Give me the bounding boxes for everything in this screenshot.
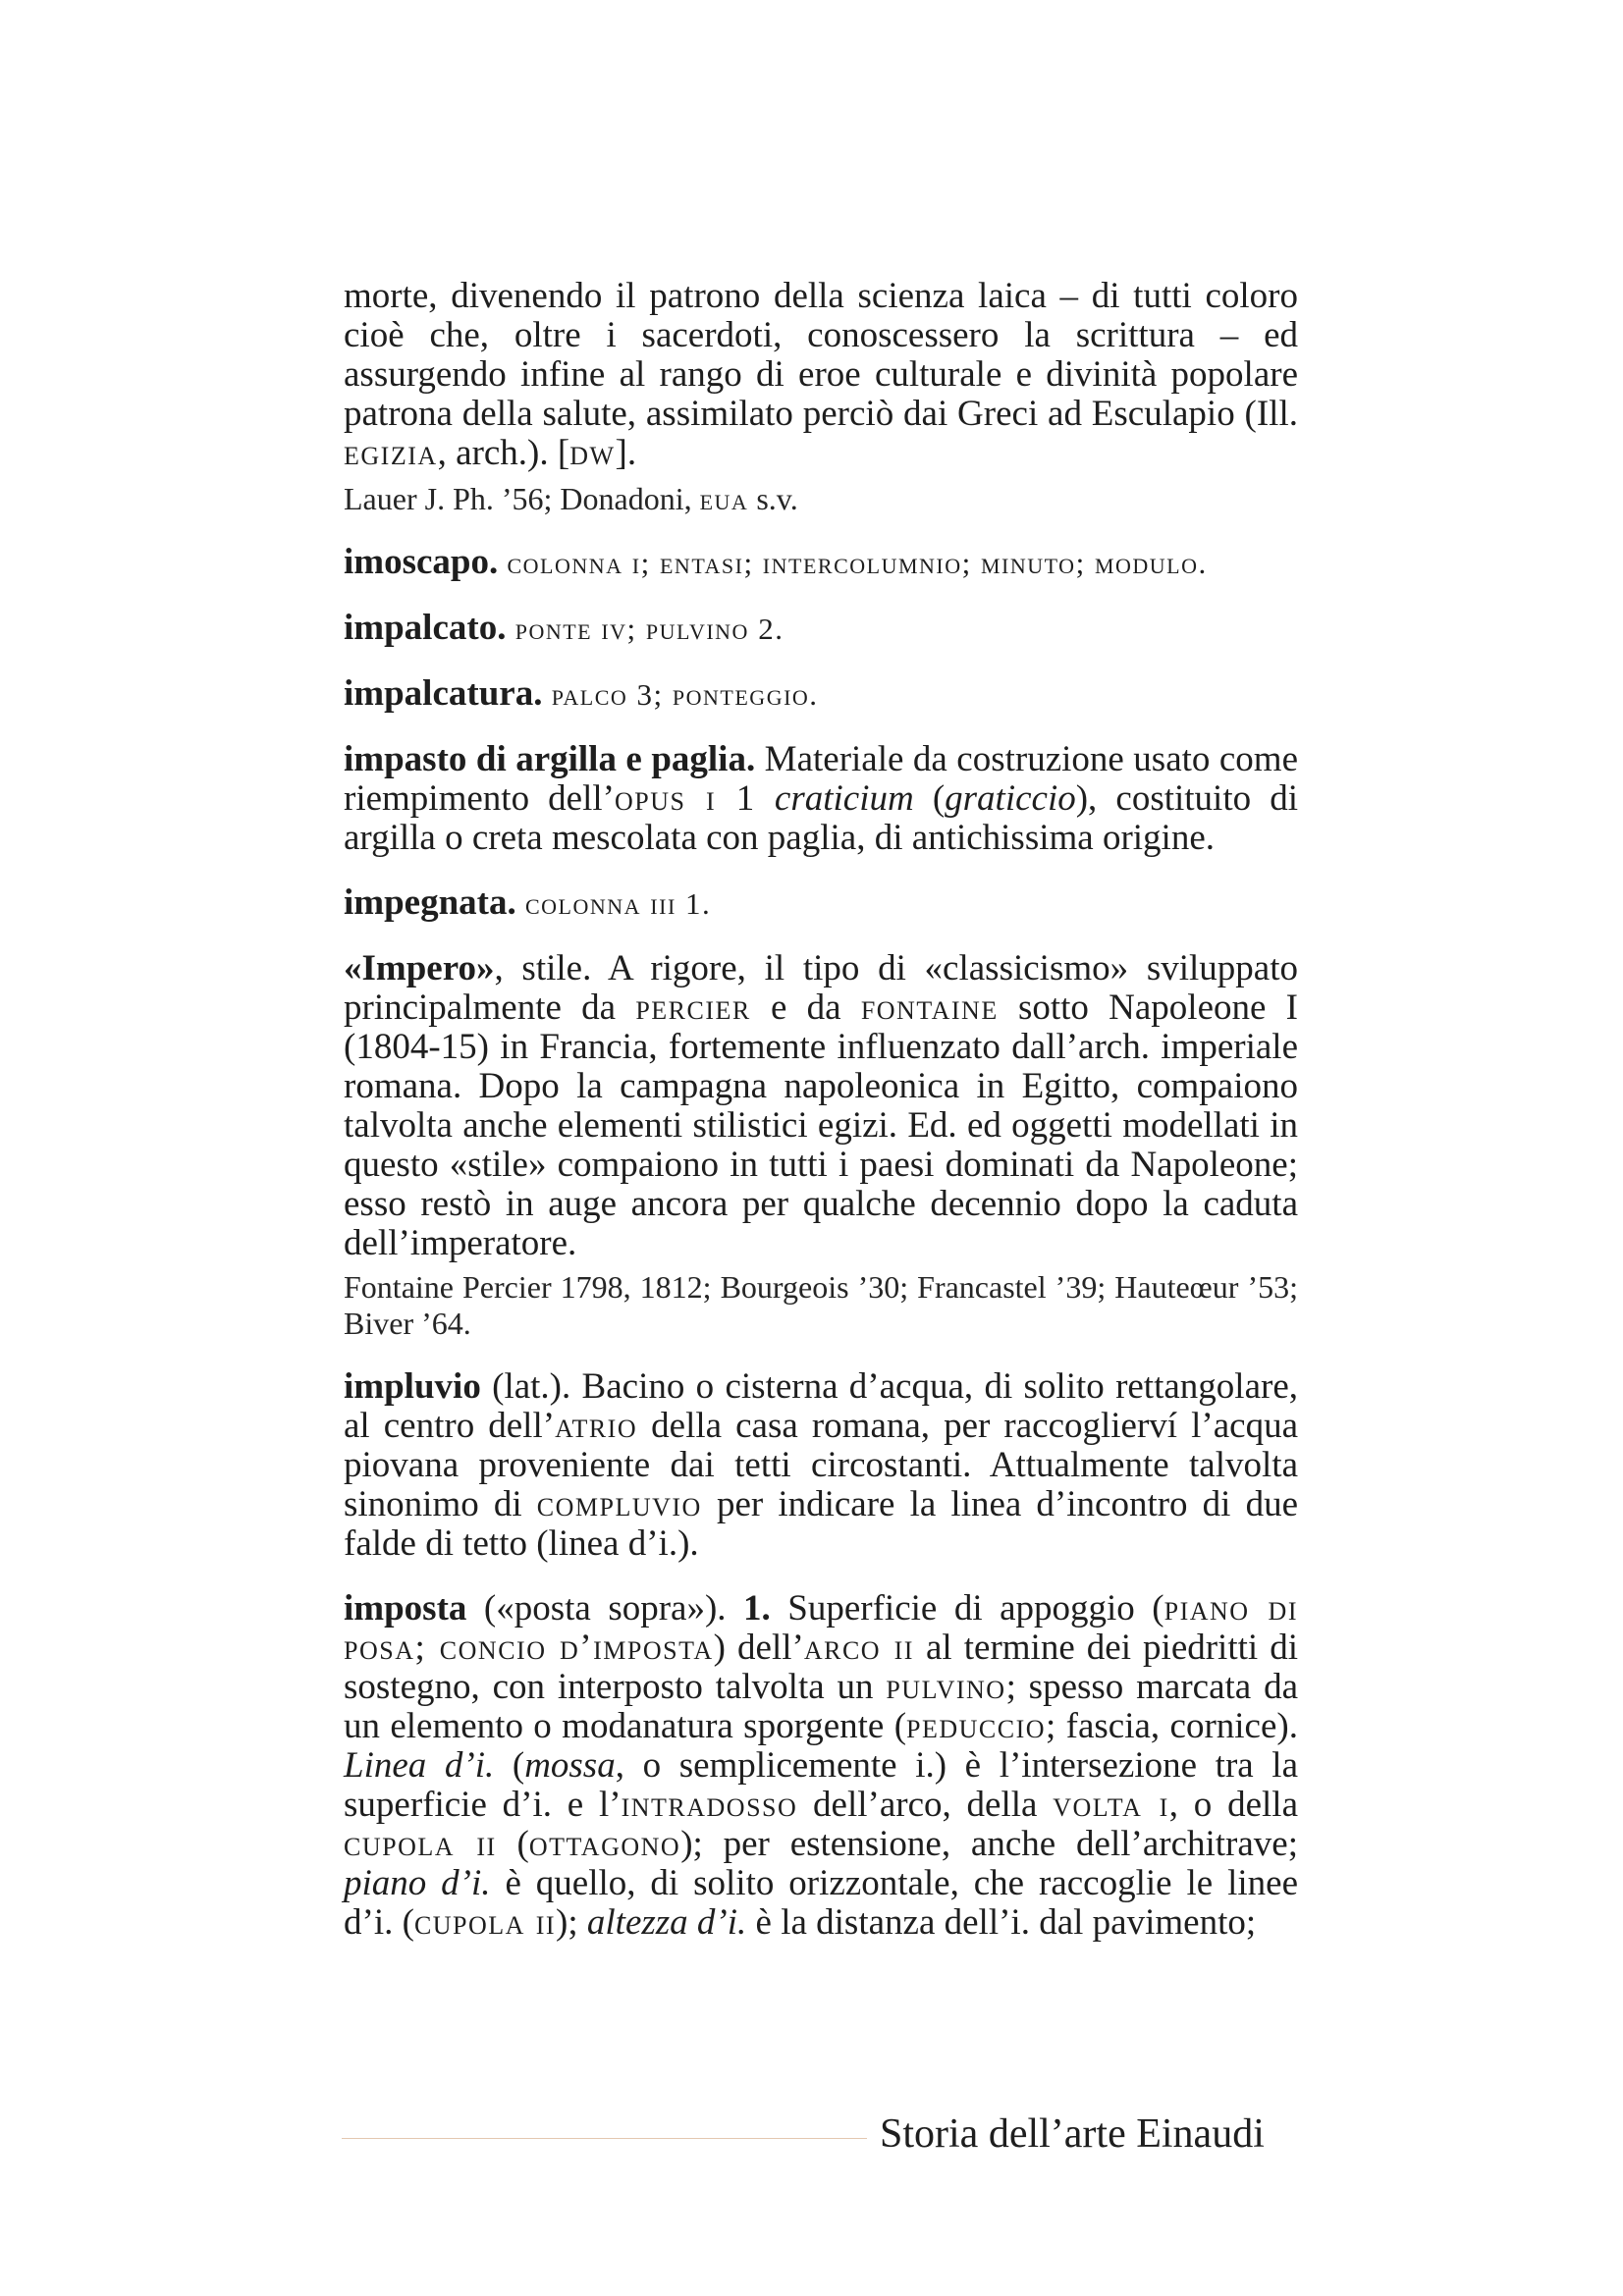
entry-impero: «Impero», stile. A rigore, il tipo di «classicismo» sviluppato principalmente da percier e da fontaine sotto Napoleone I (1804-15) in Francia, fortemente influenzato dall’arch. imperiale romana. Dopo la campagna napoleonica in Egitto, compaiono talvolta anche elementi stilistici egizi. Ed. ed oggetti modellati in questo «stile» compaiono in tutti i paesi dominati da Napoleone; esso restò in auge ancora per qualche decennio dopo la caduta dell’imperatore.: [344, 948, 1298, 1263]
italic-term: graticcio: [945, 778, 1076, 819]
cross-reference[interactable]: colonna i; entasi; intercolumnio; minuto; modulo.: [507, 546, 1208, 580]
cross-reference[interactable]: pulvino: [886, 1667, 1006, 1707]
cross-reference[interactable]: piano di posa; concio d’imposta: [344, 1588, 1298, 1668]
entry-headword: imposta: [344, 1588, 467, 1629]
cross-reference[interactable]: atrio: [555, 1406, 638, 1446]
entry-headword: impalcatura.: [344, 673, 543, 714]
entry-text: sotto Napoleone I (1804-15) in Francia, fortemente influenzato dall’arch. imperiale romana. Dopo la campagna napoleonica in Egitto, compaiono talvolta anche elementi stilistici egizi. Ed. ed oggetti modellati in questo «stile» compaiono in tutti i paesi dominati da Napoleone; esso restò in auge ancora per qualche decennio dopo la caduta dell’imperatore.: [344, 988, 1298, 1263]
entry-headword: impasto di argilla e paglia.: [344, 739, 756, 779]
entry-headword: imoscapo.: [344, 542, 499, 582]
entry-headword: impalcato.: [344, 608, 507, 648]
entry-text: morte, divenendo il patrono della scienza laica – di tutti coloro cioè che, oltre i sacerdoti, conoscessero la scrittura – ed assurgendo infine al rango di eroe culturale e divinità popolare patrona della salute, assimilato perciò dai Greci ad Esculapio (Ill.: [344, 276, 1298, 434]
bibliography-text: Lauer J. Ph. ’56; Donadoni,: [344, 481, 700, 516]
cross-reference[interactable]: fontaine: [860, 988, 999, 1028]
cross-reference[interactable]: opus i 1: [614, 778, 756, 819]
cross-reference[interactable]: volta i: [1053, 1785, 1169, 1825]
author-initials: dw: [569, 433, 616, 473]
italic-term: mossa: [524, 1745, 616, 1786]
entry-continuation: [344, 277, 1298, 473]
cross-reference[interactable]: egizia: [344, 433, 438, 473]
entry-text: (lat.). Bacino o cisterna d’acqua, di solito rettangolare, al centro dell’: [344, 1366, 1298, 1446]
entry-imoscapo: [344, 543, 1298, 583]
cross-reference[interactable]: cupola ii: [413, 1902, 557, 1943]
entry-text: è la distanza dell’i. dal pavimento;: [746, 1902, 1257, 1943]
latin-term: craticium: [774, 778, 914, 819]
cross-reference[interactable]: percier: [635, 988, 751, 1028]
entry-text: per indicare la linea d’incontro di due falde di tetto (linea d’i.).: [344, 1484, 1298, 1564]
italic-term: piano d’i.: [344, 1863, 491, 1903]
entry-headword: impegnata.: [344, 882, 516, 923]
cross-reference[interactable]: compluvio: [536, 1484, 702, 1524]
cross-reference[interactable]: ponte iv; pulvino 2.: [514, 612, 784, 646]
entry-impluvio: impluvio (lat.). Bacino o cisterna d’acqua, di solito rettangolare, al centro dell’atrio della casa romana, per raccoglierví l’acqua piovana proveniente dai tetti circostanti. Attualmente talvolta sinonimo di compluvio per indicare la linea d’incontro di due falde di tetto (linea d’i.).: [344, 1366, 1298, 1564]
bibliography-text: s.v.: [748, 481, 798, 516]
italic-term: altezza d’i.: [586, 1902, 747, 1943]
bibliography-text: Fontaine Percier 1798, 1812; Bourgeois ’30; Francastel ’39; Hauteœur ’53; Biver ’64.: [344, 1269, 1298, 1341]
entry-imposta: imposta («posta sopra»). 1. Superficie di appoggio (piano di posa; concio d’imposta) dell’arco ii al termine dei piedritti di sostegno, con interposto talvolta un pulvino; spesso marcata da un elemento o modanatura sporgente (peduccio; fascia, cornice). Linea d’i. (mossa, o semplicemente i.) è l’intersezione tra la superficie d’i. e l’intradosso dell’arco, della volta i, o della cupola ii (ottagono); per estensione, anche dell’architrave; piano d’i. è quello, di solito orizzontale, che raccoglie le linee d’i. (cupola ii); altezza d’i. è la distanza dell’i. dal pavimento;: [344, 1588, 1299, 1943]
cross-reference[interactable]: palco 3; ponteggio.: [551, 677, 819, 712]
entry-headword: «Impero»: [344, 948, 495, 988]
cross-reference[interactable]: eua: [699, 481, 749, 516]
entry-impalcato: [344, 609, 1298, 649]
cross-reference[interactable]: intradosso: [621, 1785, 798, 1825]
entry-impalcatura: [344, 674, 1298, 715]
entry-impasto: impasto di argilla e paglia. Materiale da costruzione usato come riempimento dell’opus i 1 craticium (graticcio), costituito di argilla o creta mescolata con paglia, di antichissima origine.: [344, 739, 1298, 858]
dictionary-column: [344, 277, 1298, 1943]
bibliography: [344, 1269, 1298, 1342]
cross-reference[interactable]: cupola ii: [344, 1824, 497, 1864]
sense-number: 1.: [743, 1588, 771, 1629]
footer-publication-title: Storia dell’arte Einaudi: [880, 2111, 1265, 2157]
bibliography: [344, 481, 1298, 517]
italic-term: Linea d’i.: [344, 1745, 495, 1786]
entry-headword: impluvio: [344, 1366, 481, 1407]
entry-text: ), costituito di argilla o creta mescolata con paglia, di antichissima origine.: [344, 778, 1298, 858]
cross-reference[interactable]: ottagono: [528, 1824, 681, 1864]
footer-rule: [342, 2138, 867, 2139]
cross-reference[interactable]: arco ii: [803, 1628, 914, 1668]
entry-text: Materiale da costruzione usato come riempimento dell’: [344, 739, 1298, 819]
entry-impegnata: [344, 883, 1298, 924]
entry-text: , stile. A rigore, il tipo di «classicismo» sviluppato principalmente da: [344, 948, 1298, 1028]
cross-reference[interactable]: peduccio: [906, 1706, 1047, 1746]
cross-reference[interactable]: colonna iii 1.: [525, 886, 712, 921]
entry-text: , arch.). [: [437, 433, 570, 473]
entry-text: ].: [615, 433, 637, 473]
